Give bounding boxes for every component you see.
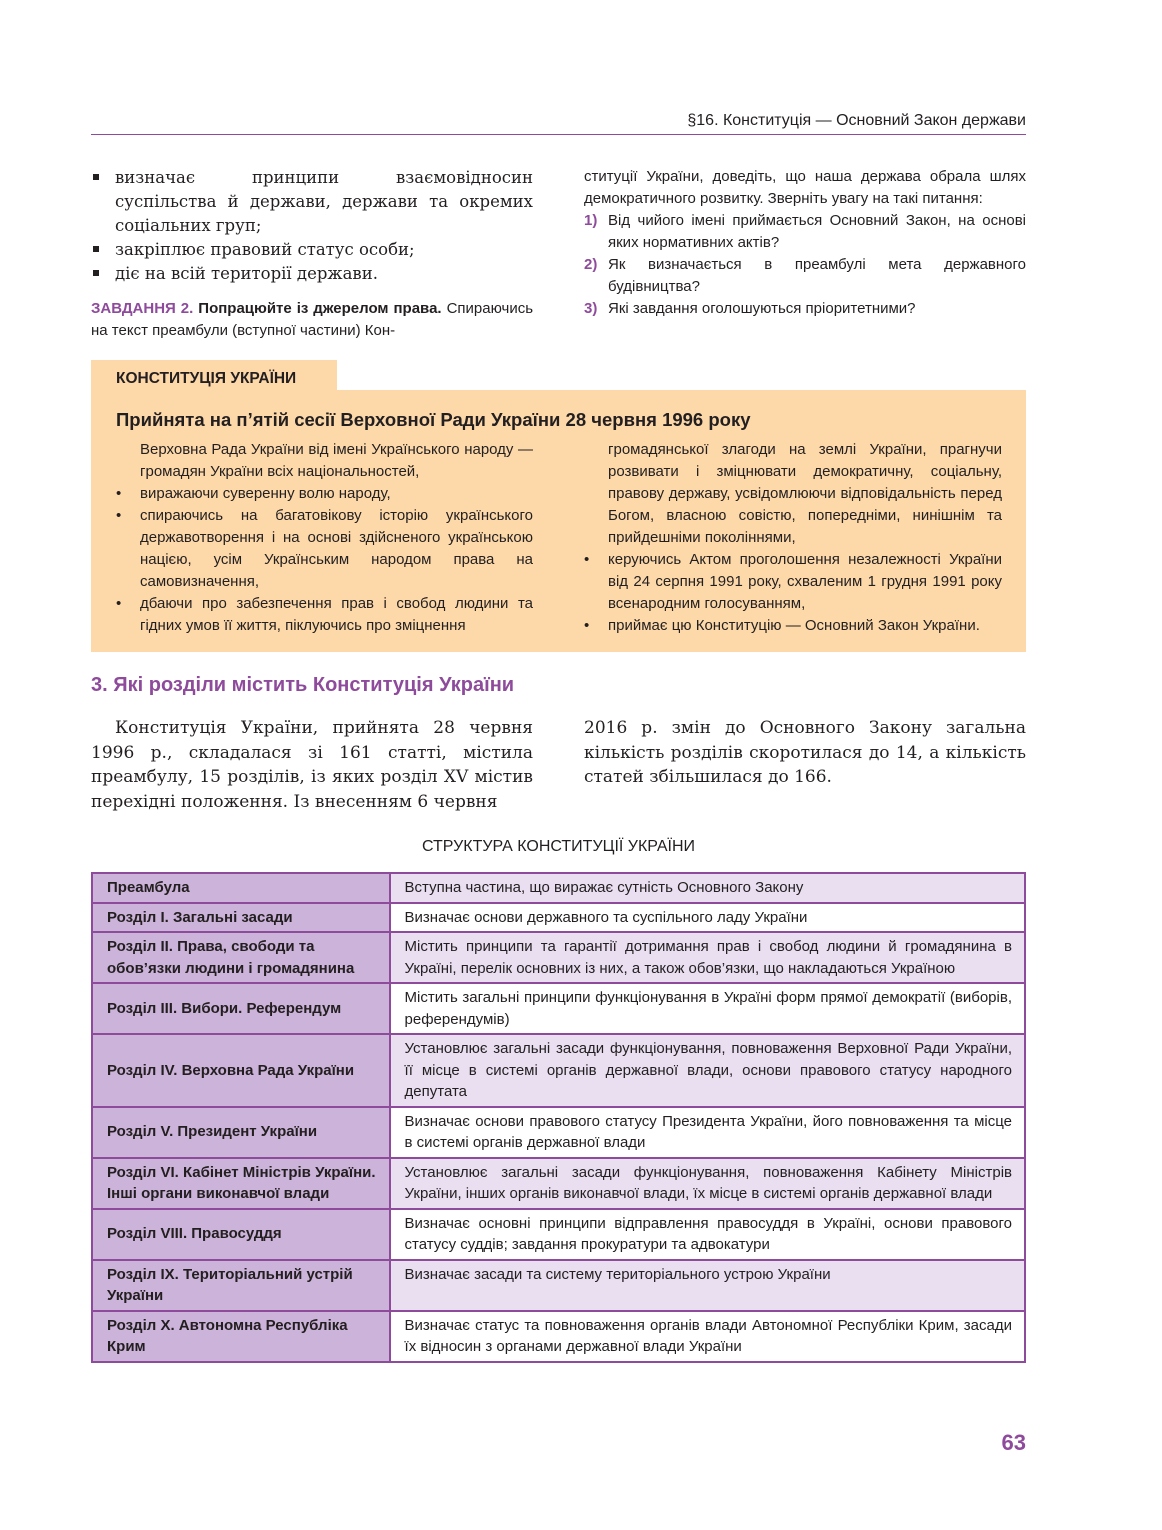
description-cell: Установлює загальні засади функціонування, повноваження Верховної Ради України, її місце в системі органів державної влади, основи правового статусу народного депутата [390,1034,1025,1107]
structure-table [91,872,1026,1363]
section-cell: Розділ VIII. Правосуддя [92,1209,390,1260]
running-header: §16. Конституція — Основний Закон держави [687,112,1026,129]
section-cell: Розділ I. Загальні засади [92,903,390,933]
section-cell: Розділ V. Президент України [92,1107,390,1158]
description-cell: Визначає основи державного та суспільного ладу України [390,903,1025,933]
question-text: Як визначається в преамбулі мета державного будівництва? [608,256,1026,295]
constitution-tab-label: КОНСТИТУЦІЯ УКРАЇНИ [116,370,297,387]
section-cell: Розділ IX. Територіальний устрій України [92,1260,390,1311]
top-right-column [584,166,1026,320]
list-item: • спираючись на багатовікову історію українського державотворення і на основі здійсненого українською нацією, усім Українським народом права на самовизначення, [116,505,533,593]
table-row [92,1260,1025,1311]
question-number: 1) [584,212,598,229]
table-title: СТРУКТУРА КОНСТИТУЦІЇ УКРАЇНИ [421,838,696,855]
list-item: • керуючись Актом проголошення незалежності України від 24 серпня 1991 року, схваленим 1 грудня 1991 року всенародним голосуванням, [584,549,1002,615]
preamble-list-right [584,549,1002,637]
list-item: • виражаючи суверенну волю народу, [116,483,533,505]
section-cell: Розділ IV. Верховна Рада України [92,1034,390,1107]
table-row [92,983,1025,1034]
section-cell: Преамбула [92,873,390,903]
section-cell: Розділ III. Вибори. Референдум [92,983,390,1034]
description-cell: Містить принципи та гарантії дотримання прав і свобод людини й громадянина в Україні, перелік основних із них, а також обов’язки, що накладаються Україною [390,932,1025,983]
preamble-continuation: громадянської злагоди на землі України, прагнучи розвивати і зміцнювати демократичну, соціальну, правову державу, усвідомлюючи відповідальність перед Богом, власною совістю, попередніми, нинішнім та прийдешніми поколіннями, [608,441,1002,546]
task-label: ЗАВДАННЯ 2. [91,300,194,317]
list-item: • дбаючи про забезпечення прав і свобод людини та гідних умов її життя, піклуючись про зміцнення [116,593,533,637]
constitution-subtitle: Прийнята на п’ятій сесії Верховної Ради України 28 червня 1996 року [116,409,751,430]
question-item [584,210,1026,254]
header-rule [91,134,1026,135]
page-number: 63 [1001,1430,1026,1455]
description-cell: Установлює загальні засади функціонування, повноваження Кабінету Міністрів України, інших органів виконавчої влади, їх місце в системі органів державної влади [390,1158,1025,1209]
question-item [584,298,1026,320]
table-row [92,903,1025,933]
question-number: 2) [584,256,598,273]
list-item: закріплює правовий статус особи; [91,238,533,262]
question-text: Від чийого імені приймається Основний Закон, на основі яких нормативних актів? [608,212,1026,251]
questions-list [584,210,1026,320]
table-row [92,1158,1025,1209]
task-title: Попрацюйте із джерелом права. [198,300,442,317]
section-cell: Розділ VI. Кабінет Міністрів України. Інші органи виконавчої влади [92,1158,390,1209]
list-item: визначає принципи взаємовідносин суспільства й держави, держави та окремих соціальних груп; [91,166,533,238]
description-cell: Вступна частина, що виражає сутність Основного Закону [390,873,1025,903]
section-cell: Розділ II. Права, свободи та обов’язки людини і громадянина [92,932,390,983]
question-text: Які завдання оголошуються пріоритетними? [608,300,916,317]
list-item: діє на всій території держави. [91,262,533,286]
table-row [92,1107,1025,1158]
description-cell: Містить загальні принципи функціонування в Україні форм прямої демократії (виборів, референдумів) [390,983,1025,1034]
table-row [92,1209,1025,1260]
table-row [92,1034,1025,1107]
description-cell: Визначає основні принципи відправлення правосуддя в Україні, основи правового статусу суддів; завдання прокуратури та адвокатури [390,1209,1025,1260]
table-row [92,873,1025,903]
description-cell: Визначає основи правового статусу Президента України, його повноваження та місце в системі органів державної влади [390,1107,1025,1158]
table-row [92,932,1025,983]
task-2 [91,298,533,342]
description-cell: Визначає засади та систему територіального устрою України [390,1260,1025,1311]
top-left-column [91,166,533,286]
table-row [92,1311,1025,1362]
preamble-intro: Верховна Рада України від імені Українського народу — громадян України всіх національностей, [140,441,533,480]
section-text-right: 2016 р. змін до Основного Закону загальна кількість розділів скоротилася до 14, а кількість статей збільшилася до 166. [584,718,1026,787]
list-item: • приймає цю Конституцію — Основний Закон України. [584,615,1002,637]
preamble-right-column [584,439,1002,637]
question-number: 3) [584,300,598,317]
section-cell: Розділ X. Автономна Республіка Крим [92,1311,390,1362]
section-heading: 3. Які розділи містить Конституція України [91,674,515,696]
task-text-right: ституції України, доведіть, що наша держава обрала шлях демократичного розвитку. Зверніть увагу на такі питання: [584,168,1026,207]
preamble-left-column [116,439,533,637]
description-cell: Визначає статус та повноваження органів влади Автономної Республіки Крим, засади їх відносин з органами державної влади України [390,1311,1025,1362]
question-item [584,254,1026,298]
section-text-left: Конституція України, прийнята 28 червня 1996 р., складалася зі 161 статті, містила преамбулу, 15 розділів, із яких розділ XV містив перехідні положення. Із внесенням 6 червня [91,718,533,812]
functions-list [91,166,533,286]
task-text-left: Спираючись на текст преамбули (вступної частини) Кон- [91,300,534,339]
preamble-list-left [116,483,533,637]
